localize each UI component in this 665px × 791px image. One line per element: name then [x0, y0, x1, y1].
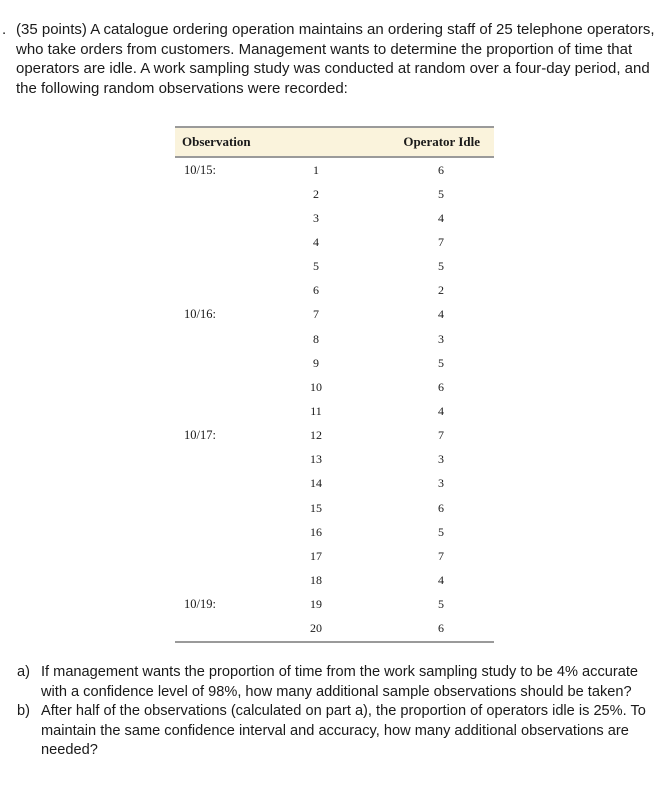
table-row [175, 496, 494, 520]
observation-number: 5 [313, 259, 319, 274]
observation-number: 20 [294, 617, 338, 642]
observation-number: 3 [313, 210, 319, 225]
table-row [175, 255, 494, 279]
table-row [175, 424, 494, 448]
operators-idle-count: 5 [438, 524, 444, 539]
observation-number: 1 [313, 162, 319, 177]
observation-number: 15 [310, 500, 322, 515]
question-text: After half of the observations (calculated on part a), the proportion of operators idle is 25%. To maintain the same confidence interval and accuracy, how many additional observations are needed? [41, 703, 646, 758]
table-row [175, 327, 494, 351]
operators-idle-count: 3 [438, 331, 444, 346]
operators-idle-count: 2 [438, 283, 444, 298]
operators-idle-count: 5 [438, 186, 444, 201]
row-date [175, 520, 294, 544]
observation-number: 10 [310, 379, 322, 394]
problem-text: (35 points) A catalogue ordering operation maintains an ordering staff of 25 telephone operators, who take orders from customers. Management wants to determine the proportion of time that operators are idle. A work sampling study was conducted at random over a four-day period, and the following random observations were recorded: [16, 21, 655, 97]
operators-idle-count: 7 [438, 548, 444, 563]
row-date [175, 230, 294, 254]
observation-number: 16 [310, 524, 322, 539]
problem-statement [0, 20, 655, 98]
row-date [175, 279, 294, 303]
question-text: If management wants the proportion of time from the work sampling study to be 4% accurate with a confidence level of 98%, how many additional sample observations should be taken? [41, 664, 639, 700]
operators-idle-count: 5 [438, 259, 444, 274]
table-header-row [175, 127, 494, 157]
operators-idle-count: 3 [438, 452, 444, 467]
observation-number: 11 [310, 403, 322, 418]
question-label: a) [17, 664, 30, 680]
question-list [17, 663, 657, 761]
row-date [175, 399, 294, 423]
table-row [175, 230, 494, 254]
operators-idle-count: 6 [438, 162, 444, 177]
operators-idle-count: 4 [438, 307, 444, 322]
row-date [175, 375, 294, 399]
operator-idle-header: Operator Idle [338, 127, 494, 157]
table-row [175, 351, 494, 375]
row-date [175, 351, 294, 375]
table-row [175, 568, 494, 592]
observation-number: 7 [313, 307, 319, 322]
observation-table [175, 126, 494, 643]
row-date [175, 544, 294, 568]
observation-number: 13 [310, 452, 322, 467]
table-row [175, 593, 494, 617]
observation-header: Observation [175, 127, 338, 157]
problem-bullet: . [2, 21, 7, 38]
row-date [175, 255, 294, 279]
operators-idle-count: 4 [438, 210, 444, 225]
question-label: b) [17, 703, 30, 719]
operators-idle-count: 5 [438, 355, 444, 370]
table-body [175, 157, 494, 642]
table-row [175, 520, 494, 544]
observation-number: 2 [313, 186, 319, 201]
operators-idle-count: 7 [438, 428, 444, 443]
row-date: 10/16: [184, 307, 216, 322]
observation-number: 6 [313, 283, 319, 298]
table-row [175, 375, 494, 399]
operators-idle-count: 6 [438, 379, 444, 394]
observation-number: 14 [310, 476, 322, 491]
row-date [175, 327, 294, 351]
row-date [175, 448, 294, 472]
row-date [175, 568, 294, 592]
observation-number: 18 [310, 572, 322, 587]
row-date [175, 472, 294, 496]
operators-idle-count: 4 [438, 572, 444, 587]
table-row [175, 157, 494, 182]
table-row [175, 399, 494, 423]
table-row [175, 544, 494, 568]
observation-number: 17 [310, 548, 322, 563]
row-date [175, 496, 294, 520]
question-item [17, 702, 657, 761]
operators-idle-count: 6 [338, 617, 494, 642]
operators-idle-count: 3 [438, 476, 444, 491]
observation-number: 8 [313, 331, 319, 346]
observation-number: 19 [310, 597, 322, 612]
operators-idle-count: 6 [438, 500, 444, 515]
question-item [17, 663, 657, 702]
observation-number: 4 [313, 234, 319, 249]
row-date [175, 206, 294, 230]
table-row [175, 279, 494, 303]
row-date: 10/17: [184, 428, 216, 443]
operators-idle-count: 5 [438, 597, 444, 612]
row-date: 10/15: [184, 162, 216, 177]
observation-number: 12 [310, 428, 322, 443]
row-date: 10/19: [184, 597, 216, 612]
table-row [175, 303, 494, 327]
operators-idle-count: 7 [438, 234, 444, 249]
observation-number: 9 [313, 355, 319, 370]
table-row [175, 617, 494, 642]
row-date [175, 617, 294, 642]
table-row [175, 206, 494, 230]
table-row [175, 472, 494, 496]
table-row [175, 448, 494, 472]
table-row [175, 182, 494, 206]
row-date [175, 182, 294, 206]
operators-idle-count: 4 [438, 403, 444, 418]
